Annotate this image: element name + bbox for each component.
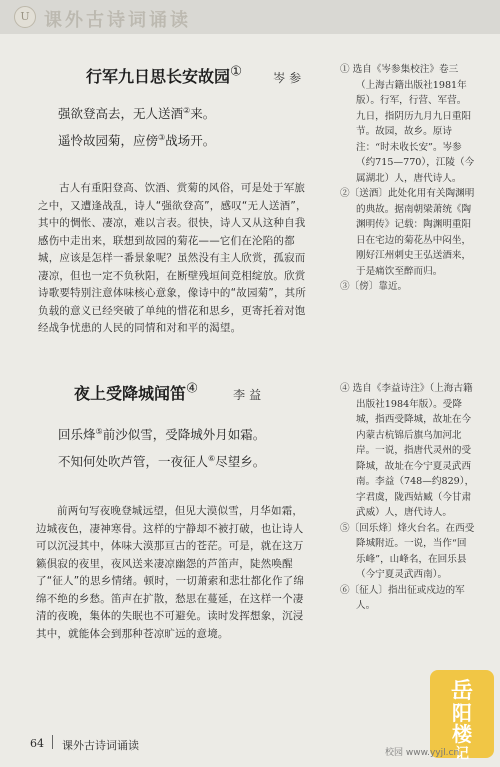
page-number: 64 [30, 737, 44, 750]
footer-title: 课外古诗词诵读 [62, 739, 139, 752]
svg-text:记: 记 [455, 746, 469, 760]
poem-line: 强欲登高去，无人送酒②来。 [58, 106, 216, 122]
poem2-lines [58, 420, 328, 474]
watermark-text: 校园 www.yyjl.cn [385, 748, 460, 758]
poem-line: 不知何处吹芦管，一夜征人⑥尽望乡。 [58, 454, 266, 470]
footer-divider [52, 735, 53, 749]
poem2-commentary: 前两句写夜晚登城远望，但见大漠似雪，月华如霜，边城夜色，凄神寒骨。这样的宁静却不被打破，也让诗人可以沉浸其中，体味大漠那亘古的苍茫。可是，就在这万籁俱寂的夜里，夜风送来凄凉幽怨的芦笛声，陡然唤醒了“征人”的思乡情绪。顿时，一切萧索和悲壮都化作了绵绵不绝的乡愁。笛声在扩散，愁思在蔓延，在这样一个凄清的夜晚，集体的失眠也不可避免。读时发挥想象，沉浸其中，就能体会到那种苍凉旷远的意境。 [36, 505, 305, 640]
poem1-commentary: 古人有重阳登高、饮酒、赏菊的风俗，可是处于军旅之中，又遭逢战乱，诗人“强欲登高”，感叹“无人送酒”，其中的惆怅、凄凉，难以言表。很快，诗人又从这种自我感伤中走出来，联想到故园的菊花——它们在沦陷的都城，应该是怎样一番景象呢？虽然没有主人欣赏，孤寂而凄凉，但也一定不负秋阳，在断壁残垣间竞相绽放。欣赏诗歌要特别注意体味核心意象，像诗中的“故园菊”，其所负载的意义已经突破了单纯的惜花和思乡，更寄托着对饱经战争忧患的人民的同情和对和平的渴望。 [38, 182, 307, 334]
poem2-author: 李益 [233, 388, 266, 402]
page-header [0, 0, 500, 34]
poem1-title-mark: ① [230, 64, 242, 80]
footnote: ⑥〔征人〕指出征或戍边的军人。 [340, 584, 465, 611]
svg-text:阳: 阳 [452, 701, 472, 725]
poem1-lines [58, 99, 318, 153]
footnote: ⑤〔回乐烽〕烽火台名。在西受降城附近。一说，当作“回乐峰”，山峰名，在回乐县（今宁夏灵武西南）。 [340, 522, 475, 580]
poem2-title: 夜上受降城闻笛 [74, 384, 187, 403]
poem2-title-mark: ④ [186, 381, 198, 397]
poem1-title: 行军九日思长安故园 [86, 67, 231, 86]
svg-text:楼: 楼 [452, 722, 472, 746]
poem2-heading [74, 381, 314, 404]
header-title: 课外古诗词诵读 [44, 10, 191, 31]
header-badge: U [14, 6, 36, 28]
footnote: ③〔傍〕靠近。 [340, 281, 408, 292]
poem1-heading [86, 64, 316, 87]
footnote: ① 选自《岑参集校注》卷三（上海古籍出版社1981年版）。行军，行营、军营。九日，指阴历九月九日重阳节。故园，故乡。原诗注：“时未收长安”。岑参（约715—770），江陵（今属湖北）人，唐代诗人。 [340, 64, 475, 184]
poem-line: 遥怜故园菊，应傍③战场开。 [58, 133, 216, 149]
footnote: ②〔送酒〕此处化用有关陶渊明的典故。据南朝梁萧统《陶渊明传》记载：陶渊明重阳日在宅边的菊花丛中闷坐，刚好江州刺史王弘送酒来，于是痛饮至醉而归。 [340, 188, 475, 277]
poem2-notes [340, 381, 475, 614]
poem1-author: 岑参 [273, 71, 306, 85]
svg-text:岳: 岳 [450, 679, 474, 704]
poem-line: 回乐烽⑤前沙似雪，受降城外月如霜。 [58, 427, 266, 443]
footnote: ④ 选自《李益诗注》（上海古籍出版社1984年版）。受降城，指西受降城，故址在今内蒙古杭锦后旗乌加河北岸。一说，指唐代灵州的受降城，故址在今宁夏灵武西南。李益（748—约829），字君虞，陇西姑臧（今甘肃武威）人，唐代诗人。 [340, 383, 475, 518]
poem1-notes [340, 62, 475, 295]
